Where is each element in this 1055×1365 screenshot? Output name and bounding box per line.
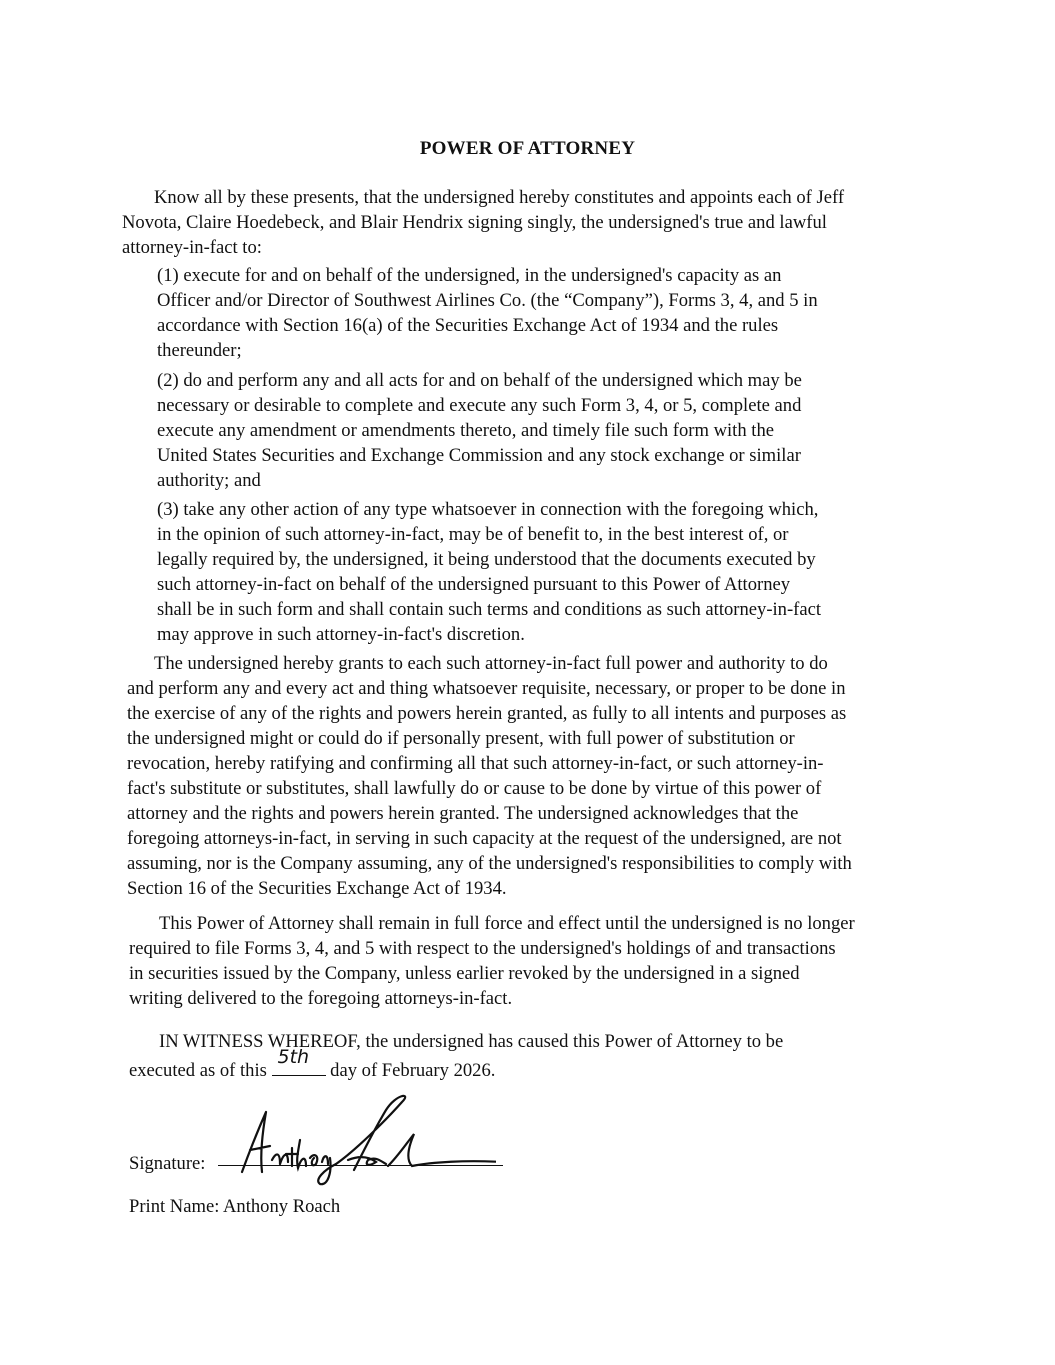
- intro-line-2: Novota, Claire Hoedebeck, and Blair Hendrix signing singly, the undersigned's true and lawful: [122, 212, 827, 233]
- grant-line-9: assuming, nor is the Company assuming, any of the undersigned's responsibilities to comply with: [127, 853, 852, 874]
- clause3-line-3: legally required by, the undersigned, it being understood that the documents executed by: [157, 549, 816, 570]
- grant-line-2: and perform any and every act and thing whatsoever requisite, necessary, or proper to be done in: [127, 678, 846, 699]
- intro-line-3: attorney-in-fact to:: [122, 237, 262, 258]
- duration-line-4: writing delivered to the foregoing attorneys-in-fact.: [129, 988, 513, 1009]
- intro-line-1: Know all by these presents, that the undersigned hereby constitutes and appoints each of Jeff: [154, 187, 845, 208]
- duration-line-2: required to file Forms 3, 4, and 5 with respect to the undersigned's holdings of and transactions: [129, 938, 836, 959]
- clause1-line-3: accordance with Section 16(a) of the Securities Exchange Act of 1934 and the rules: [157, 315, 779, 336]
- grant-line-4: the undersigned might or could do if personally present, with full power of substitution or: [127, 728, 795, 749]
- day-handwritten: 5th: [277, 1046, 310, 1068]
- grant-line-10: Section 16 of the Securities Exchange Act of 1934.: [127, 878, 507, 899]
- clause2-line-1: (2) do and perform any and all acts for and on behalf of the undersigned which may be: [157, 370, 802, 391]
- clause1-line-4: thereunder;: [157, 340, 242, 361]
- clause3-line-6: may approve in such attorney-in-fact's discretion.: [157, 624, 525, 645]
- clause3-line-2: in the opinion of such attorney-in-fact, may be of benefit to, in the best interest of, or: [157, 524, 789, 545]
- witness-prefix: executed as of this: [129, 1060, 267, 1081]
- day-field[interactable]: [272, 1046, 326, 1076]
- clause2-line-2: necessary or desirable to complete and execute any such Form 3, 4, or 5, complete and: [157, 395, 802, 416]
- grant-line-7: attorney and the rights and powers herein granted. The undersigned acknowledges that the: [127, 803, 799, 824]
- clause2-line-5: authority; and: [157, 470, 261, 491]
- clause2-line-3: execute any amendment or amendments thereto, and timely file such form with the: [157, 420, 775, 441]
- grant-line-8: foregoing attorneys-in-fact, in serving in such capacity at the request of the undersigned, are not: [127, 828, 842, 849]
- grant-line-6: fact's substitute or substitutes, shall lawfully do or cause to be done by virtue of this power of: [127, 778, 822, 799]
- clause3-line-5: shall be in such form and shall contain such terms and conditions as such attorney-in-fact: [157, 599, 822, 620]
- clause2-line-4: United States Securities and Exchange Commission and any stock exchange or similar: [157, 445, 801, 466]
- document-title: POWER OF ATTORNEY: [419, 138, 636, 159]
- print-name: Print Name: Anthony Roach: [129, 1196, 341, 1217]
- duration-line-3: in securities issued by the Company, unless earlier revoked by the undersigned in a signed: [129, 963, 800, 984]
- clause3-line-1: (3) take any other action of any type whatsoever in connection with the foregoing which,: [157, 499, 819, 520]
- clause1-line-1: (1) execute for and on behalf of the undersigned, in the undersigned's capacity as an: [157, 265, 782, 286]
- grant-line-3: the exercise of any of the rights and powers herein granted, as fully to all intents and purposes as: [127, 703, 847, 724]
- grant-line-1: The undersigned hereby grants to each such attorney-in-fact full power and authority to do: [154, 653, 828, 674]
- witness-line-2: [129, 1046, 496, 1083]
- witness-suffix: day of February 2026.: [330, 1060, 496, 1081]
- handwritten-signature-icon: [236, 1090, 496, 1190]
- witness-line-1: IN WITNESS WHEREOF, the undersigned has caused this Power of Attorney to be: [159, 1031, 784, 1052]
- duration-line-1: This Power of Attorney shall remain in full force and effect until the undersigned is no longer: [159, 913, 855, 934]
- grant-line-5: revocation, hereby ratifying and confirming all that such attorney-in-fact, or such attorney-in-: [127, 753, 824, 774]
- clause3-line-4: such attorney-in-fact on behalf of the undersigned pursuant to this Power of Attorney: [157, 574, 791, 595]
- clause1-line-2: Officer and/or Director of Southwest Airlines Co. (the “Company”), Forms 3, 4, and 5 in: [157, 290, 818, 311]
- signature-label: Signature:: [129, 1153, 206, 1174]
